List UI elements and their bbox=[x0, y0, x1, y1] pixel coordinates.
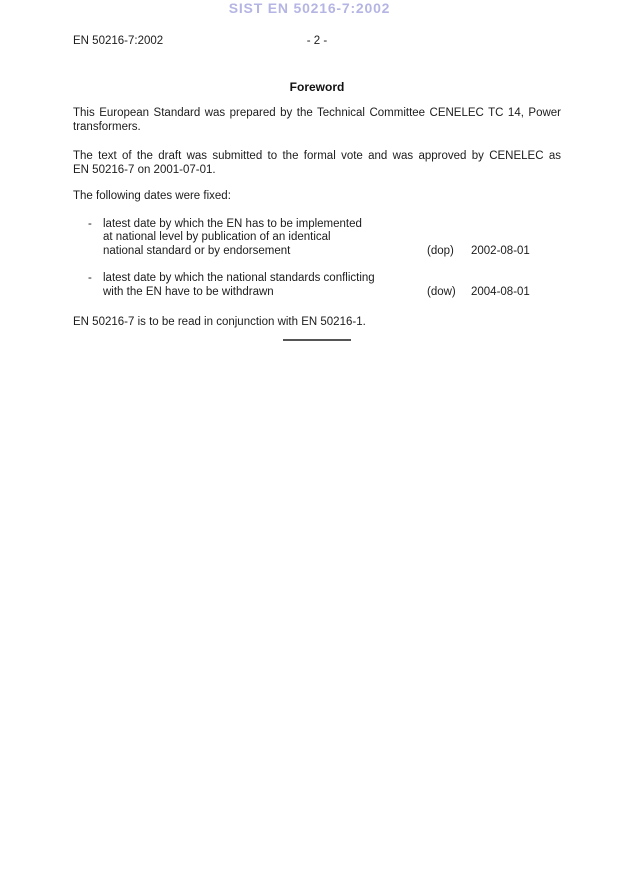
foreword-title: Foreword bbox=[289, 79, 345, 94]
watermark-header: SIST EN 50216-7:2002 bbox=[228, 0, 391, 16]
section-end-rule bbox=[283, 339, 351, 341]
list-dash: - bbox=[88, 272, 92, 284]
date-item-dop bbox=[73, 218, 561, 259]
list-dash: - bbox=[88, 217, 92, 230]
page-header-row bbox=[73, 35, 561, 49]
date-value-dop: 2002-08-01 bbox=[471, 244, 530, 257]
list-line: latest date by which the EN has to be implemented bbox=[103, 217, 362, 230]
list-line: national standard or by endorsement bbox=[103, 244, 291, 257]
date-code-dop: (dop) bbox=[427, 244, 454, 257]
page-number: - 2 - bbox=[306, 35, 328, 47]
paragraph-dates-fixed bbox=[73, 190, 561, 204]
paragraph-formal-vote bbox=[73, 150, 561, 177]
paragraph-line: EN 50216-7 is to be read in conjunction with EN 50216-1. bbox=[73, 316, 366, 328]
page-content bbox=[73, 16, 561, 341]
document-reference: EN 50216-7:2002 bbox=[73, 35, 164, 47]
paragraph-line: EN 50216-7 on 2001-07-01. bbox=[73, 163, 216, 176]
paragraph-line: transformers. bbox=[73, 120, 141, 133]
paragraph-line: The text of the draft was submitted to the formal vote and was approved by CENELEC as bbox=[73, 150, 561, 162]
list-line: latest date by which the national standards conflicting bbox=[103, 272, 375, 284]
date-item-dow bbox=[73, 272, 561, 299]
paragraph-line: The following dates were fixed: bbox=[73, 190, 231, 202]
date-code-dow: (dow) bbox=[427, 285, 456, 298]
list-line: with the EN have to be withdrawn bbox=[103, 285, 274, 298]
paragraph-prepared-by bbox=[73, 107, 561, 134]
paragraph-closing bbox=[73, 316, 561, 330]
list-line: at national level by publication of an identical bbox=[103, 231, 331, 243]
date-value-dow: 2004-08-01 bbox=[471, 285, 530, 298]
paragraph-line: This European Standard was prepared by the Technical Committee CENELEC TC 14, Power bbox=[73, 107, 561, 119]
